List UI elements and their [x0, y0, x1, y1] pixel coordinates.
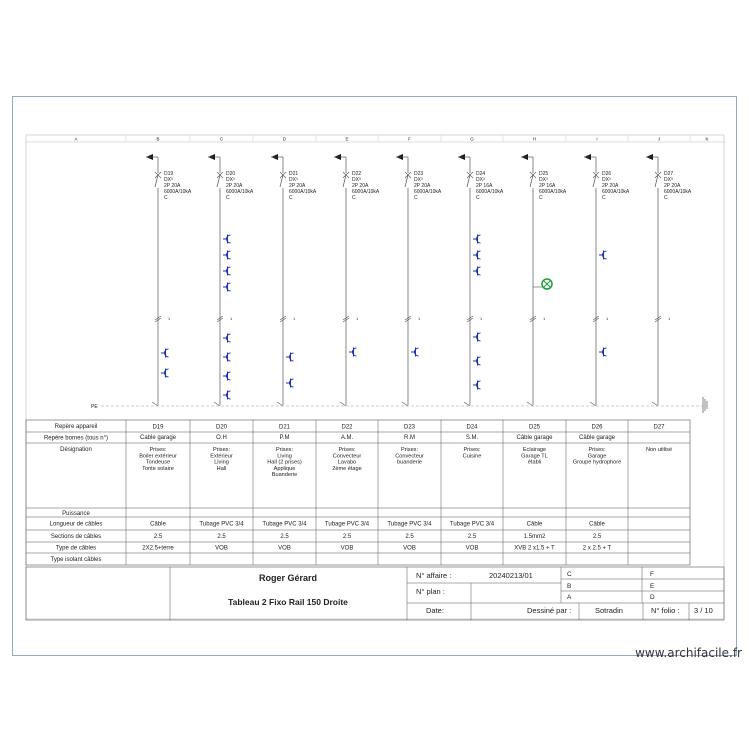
cable-count: 1: [668, 316, 671, 321]
circuit-columns: [146, 154, 692, 406]
cell-designation-line: Prises:: [149, 447, 167, 453]
pe-connection: [402, 402, 408, 406]
cell-designation-line: Hall: [216, 465, 227, 472]
socket-outlet-symbol: [223, 251, 231, 260]
cell-designation-line: Extérieur: [210, 453, 233, 460]
breaker-device: DX³: [414, 177, 423, 183]
diagram-frame: [26, 135, 724, 619]
cell-section: 2.5: [217, 534, 226, 540]
grid-col-label: C: [219, 136, 224, 142]
cell-designation-line: Tonte solaire: [142, 465, 174, 472]
rev-b: B: [567, 583, 572, 590]
socket-outlet-symbol: [599, 348, 607, 357]
cell-designation-line: Convecteur: [332, 453, 362, 460]
socket-outlet-symbol: [223, 283, 231, 292]
cell-type: 2X2.5+terre: [142, 545, 174, 552]
folio-value: 3 / 10: [694, 606, 713, 615]
grid-col-label: F: [408, 136, 411, 142]
pe-connection: [527, 402, 533, 406]
row-label-puissance: Puissance: [62, 511, 90, 517]
breaker-rating: 2P 16A: [539, 183, 556, 189]
socket-outlet-symbol: [473, 357, 481, 366]
breaker-id: D20: [226, 171, 236, 177]
breaker-curve: C: [414, 195, 418, 201]
rev-f: F: [650, 571, 654, 578]
socket-outlet-symbol: [473, 251, 481, 260]
cable-count: 1: [293, 316, 296, 321]
socket-outlet-symbol: [411, 348, 419, 357]
breaker-breaking: 6000A/10kA: [664, 189, 692, 195]
breaker-id: D23: [414, 171, 424, 177]
breaker-rating: 2P 20A: [164, 183, 181, 189]
cell-longueur: Tubage PVC 3/4: [262, 521, 307, 528]
breaker-id: D19: [164, 171, 174, 177]
breaker-device: DX³: [289, 177, 298, 183]
circuit-d21: [271, 154, 317, 406]
grid-col-label: E: [345, 136, 349, 142]
socket-outlet-symbol: [286, 353, 294, 362]
folio-label: N° folio :: [651, 606, 680, 615]
row-label-repere: Repère appareil: [54, 424, 98, 430]
grid-col-label: G: [470, 136, 474, 142]
cell-section: 2.5: [153, 534, 163, 540]
circuit-d22: [334, 154, 380, 406]
dessine-label: Dessiné par :: [527, 606, 572, 615]
cell-repere: D19: [152, 424, 164, 431]
socket-outlet-symbol: [223, 267, 231, 276]
circuit-table: [26, 420, 690, 565]
cell-repere: D23: [403, 424, 416, 431]
grid-col-label: J: [657, 136, 661, 142]
cell-type: VOB: [465, 545, 479, 552]
rev-c: C: [567, 571, 572, 578]
cell-designation-line: Garage TL: [521, 453, 548, 460]
cell-type: 2 x 2.5 + T: [582, 545, 612, 552]
cell-section: 1.5mm2: [523, 534, 546, 540]
cell-designation-line: Non utilisé: [645, 447, 673, 453]
breaker-curve: C: [289, 195, 293, 201]
breaker-rating: 2P 20A: [352, 183, 369, 189]
circuit-d20: [208, 154, 254, 406]
date-label: Date:: [426, 606, 444, 615]
cell-repere: D24: [466, 424, 478, 431]
cell-designation-line: buanderie: [397, 459, 422, 466]
cell-designation-line: établi: [527, 459, 542, 466]
cell-designation-line: Living: [277, 453, 292, 460]
breaker-device: DX³: [664, 177, 673, 183]
cell-designation-line: Prises:: [275, 447, 294, 453]
cell-designation-line: 2ème étage: [332, 465, 362, 472]
cell-section: 2.5: [592, 534, 602, 540]
cell-designation-line: Lavabo: [337, 459, 357, 466]
cell-designation-line: Prises:: [463, 447, 481, 453]
breaker-curve: C: [664, 195, 668, 201]
breaker-device: DX³: [602, 177, 611, 183]
row-label-section: Sections de câbles: [50, 534, 102, 540]
breaker-rating: 2P 20A: [664, 183, 681, 189]
grid-col-label: I: [596, 136, 598, 142]
breaker-breaking: 6000A/10kA: [539, 189, 567, 195]
breaker-rating: 2P 16A: [476, 183, 493, 189]
table-outline: [26, 420, 690, 565]
cell-section: 2.5: [467, 534, 477, 540]
cell-longueur: Tubage PVC 3/4: [199, 521, 244, 528]
pe-connection: [464, 402, 470, 406]
breaker-device: DX³: [164, 177, 173, 183]
cable-count: 1: [168, 316, 171, 321]
cell-longueur: Tubage PVC 3/4: [387, 521, 432, 528]
socket-outlet-symbol: [223, 391, 231, 400]
cell-designation-line: Hall (2 prises): [267, 459, 302, 466]
breaker-rating: 2P 20A: [226, 183, 243, 189]
breaker-breaking: 6000A/10kA: [226, 189, 254, 195]
cell-bornes: S.M.: [465, 435, 479, 441]
pe-connection: [652, 402, 658, 406]
row-label-longueur: Longueur de câbles: [49, 521, 103, 528]
pe-earth-line: [91, 397, 707, 413]
cable-count: 1: [418, 316, 421, 321]
cell-repere: D27: [653, 424, 665, 431]
cell-designation-line: Prises:: [400, 447, 419, 453]
cell-longueur: Câble: [526, 521, 543, 528]
cell-designation-line: Prises:: [588, 447, 606, 453]
cell-repere: D21: [278, 424, 291, 431]
cell-section: 2.5: [342, 534, 352, 540]
dessine-value: Sotradin: [595, 606, 623, 615]
breaker-id: D22: [352, 171, 362, 177]
cell-longueur: Tubage PVC 3/4: [324, 521, 370, 528]
breaker-id: D27: [664, 171, 674, 177]
pe-connection: [277, 402, 283, 406]
grid-col-label: H: [532, 136, 537, 142]
indicator-lamp-icon: [533, 279, 552, 289]
grid-column-header: [26, 135, 724, 142]
breaker-id: D24: [476, 171, 486, 177]
breaker-id: D21: [289, 171, 299, 177]
cell-longueur: Câble: [589, 521, 605, 528]
breaker-breaking: 6000A/10kA: [352, 189, 380, 195]
socket-outlet-symbol: [599, 251, 607, 260]
breaker-rating: 2P 20A: [602, 183, 619, 189]
row-label-designation: Désignation: [60, 447, 92, 453]
grid-col-label: K: [705, 136, 709, 142]
cell-designation-line: Living: [214, 459, 229, 466]
pe-connection: [590, 402, 596, 406]
breaker-curve: C: [539, 195, 543, 201]
cell-bornes: Cable garage: [139, 435, 177, 441]
circuit-d23: [396, 154, 442, 406]
breaker-breaking: 6000A/10kA: [602, 189, 630, 195]
cell-longueur: Tubage PVC 3/4: [449, 521, 495, 528]
cell-bornes: Câble garage: [578, 435, 616, 441]
breaker-breaking: 6000A/10kA: [476, 189, 504, 195]
cable-count: 1: [606, 316, 609, 321]
socket-outlet-symbol: [473, 381, 481, 390]
circuit-d19: [146, 154, 192, 406]
socket-outlet-symbol: [223, 372, 231, 381]
breaker-rating: 2P 20A: [289, 183, 306, 189]
breaker-id: D25: [539, 171, 549, 177]
socket-outlet-symbol: [349, 348, 357, 357]
cell-section: 2.5: [280, 534, 289, 540]
socket-outlet-symbol: [223, 353, 231, 362]
affaire-value: 20240213/01: [489, 571, 533, 580]
breaker-rating: 2P 20A: [414, 183, 431, 189]
pe-connection: [340, 402, 346, 406]
rev-a: A: [567, 594, 572, 601]
cell-type: VOB: [278, 545, 291, 552]
cell-bornes: P.M: [279, 435, 290, 441]
watermark: www.archifacile.fr: [635, 646, 742, 660]
cell-designation-line: Prises:: [338, 447, 356, 453]
cable-count: 1: [543, 316, 546, 321]
owner-name: Roger Gérard: [258, 573, 318, 583]
socket-outlet-symbol: [223, 334, 231, 343]
breaker-breaking: 6000A/10kA: [164, 189, 192, 195]
cell-designation-line: Cuisine: [462, 453, 482, 460]
cell-section: 2.5: [405, 534, 414, 540]
cell-designation-line: Buanderie: [271, 472, 298, 479]
cell-designation-line: Eclairage: [522, 447, 547, 453]
cell-designation-line: Tondeuse: [145, 459, 171, 466]
cell-bornes: A.M.: [340, 435, 354, 441]
drawing-title: Tableau 2 Fixo Rail 150 Droite: [228, 597, 348, 607]
cell-type: VOB: [403, 545, 416, 552]
cell-designation-line: Prises:: [212, 447, 231, 453]
breaker-breaking: 6000A/10kA: [289, 189, 317, 195]
cell-type: XVB 2 x1.5 + T: [514, 545, 555, 552]
socket-outlet-symbol: [473, 267, 481, 276]
breaker-curve: C: [602, 195, 606, 201]
cell-designation-line: Boiler extérieur: [139, 453, 177, 460]
socket-outlet-symbol: [161, 349, 169, 358]
pe-connection: [152, 402, 158, 406]
cell-bornes: O.H: [216, 435, 227, 441]
row-label-isolant: Type isolant câbles: [50, 557, 102, 563]
socket-outlet-symbol: [473, 235, 481, 244]
breaker-curve: C: [476, 195, 480, 201]
cell-designation-line: Convecteur: [395, 453, 424, 460]
breaker-curve: C: [352, 195, 356, 201]
row-label-bornes: Repère bornes (tous n°): [43, 435, 109, 442]
breaker-id: D26: [602, 171, 612, 177]
socket-outlet-symbol: [286, 379, 294, 388]
affaire-label: N° affaire :: [416, 571, 452, 580]
cable-count: 1: [356, 316, 359, 321]
cell-repere: D26: [591, 424, 603, 431]
cell-designation-line: Garage: [587, 453, 607, 460]
breaker-breaking: 6000A/10kA: [414, 189, 442, 195]
row-label-type: Type de câbles: [55, 545, 97, 552]
cell-bornes: R.M: [404, 435, 415, 441]
grid-col-label: D: [282, 136, 287, 142]
breaker-curve: C: [226, 195, 230, 201]
cable-count: 1: [230, 316, 233, 321]
title-block: [26, 567, 724, 620]
cell-designation-line: Applique: [273, 465, 296, 472]
cell-bornes: Câble garage: [516, 435, 553, 441]
cable-count: 1: [480, 316, 483, 321]
cell-repere: D20: [215, 424, 228, 431]
cell-designation-line: Groupe hydrophore: [572, 459, 622, 466]
drawing-sheet: [12, 96, 737, 656]
grid-col-label: A: [74, 136, 78, 142]
plan-label: N° plan :: [416, 587, 445, 596]
cell-longueur: Câble: [150, 521, 166, 528]
grid-col-label: B: [156, 136, 160, 142]
pe-label: PE: [91, 404, 98, 410]
inner-border: [26, 135, 724, 619]
wiring-diagram: [13, 97, 738, 657]
breaker-device: DX³: [539, 177, 548, 183]
breaker-device: DX³: [352, 177, 361, 183]
rev-d: D: [650, 594, 655, 601]
circuit-d25: [521, 154, 567, 406]
socket-outlet-symbol: [161, 369, 169, 378]
circuit-d27: [646, 154, 692, 406]
circuit-d24: [458, 154, 504, 406]
cell-repere: D25: [528, 424, 541, 431]
cell-type: VOB: [215, 545, 228, 552]
socket-outlet-symbol: [223, 235, 231, 244]
breaker-device: DX³: [226, 177, 235, 183]
circuit-d26: [584, 154, 630, 406]
breaker-curve: C: [164, 195, 168, 201]
socket-outlet-symbol: [473, 333, 481, 342]
pe-connection: [214, 402, 220, 406]
earth-ground-icon: [703, 397, 707, 413]
breaker-device: DX³: [476, 177, 485, 183]
cell-repere: D22: [341, 424, 353, 431]
cell-type: VOB: [340, 545, 354, 552]
rev-e: E: [650, 583, 655, 590]
